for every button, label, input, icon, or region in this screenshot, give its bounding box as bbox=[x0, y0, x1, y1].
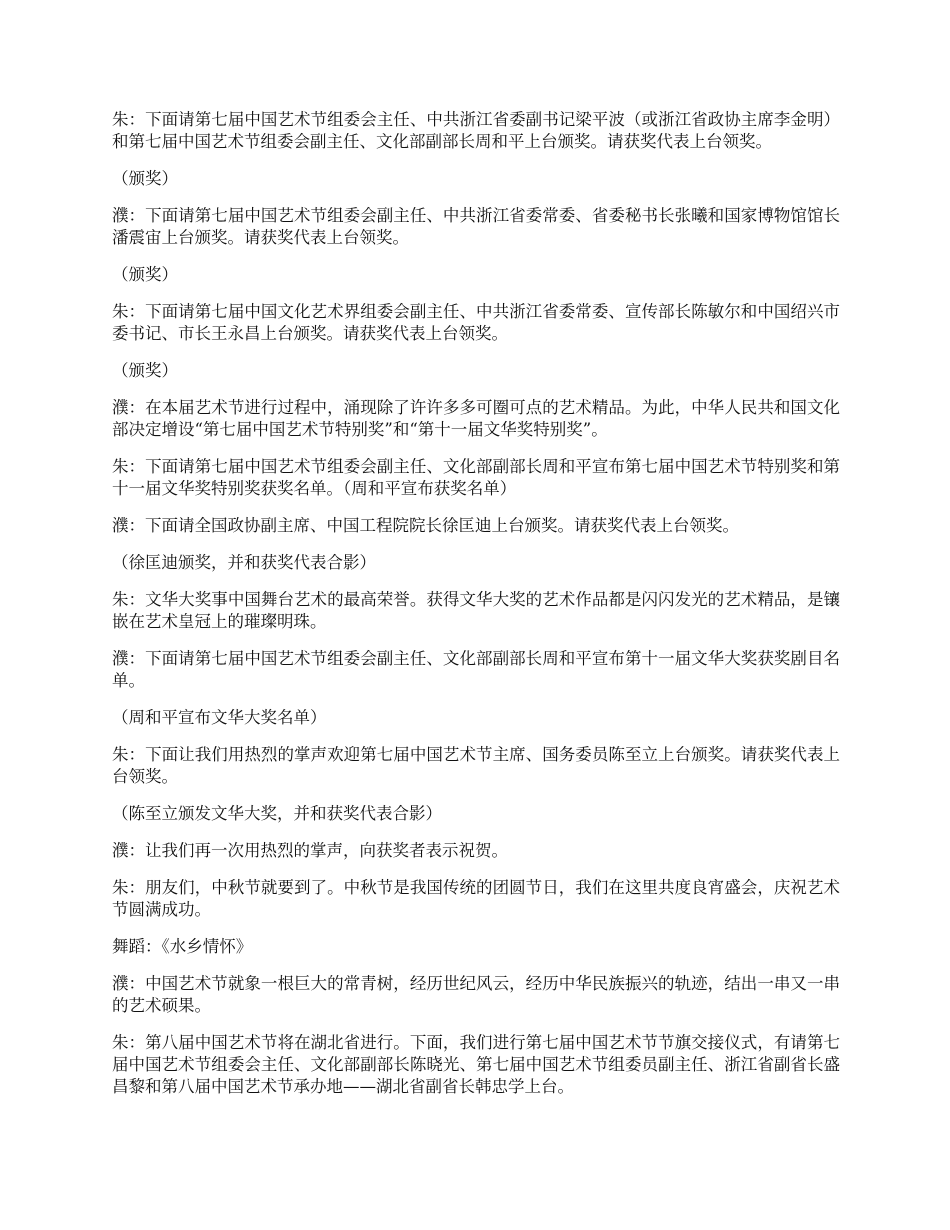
paragraph: （颁奖） bbox=[112, 169, 178, 188]
paragraph: （周和平宣布文华大奖名单） bbox=[112, 708, 327, 727]
paragraph: 舞蹈：《水乡情怀》 bbox=[112, 937, 253, 956]
paragraph: 濮：中国艺术节就象一根巨大的常青树，经历世纪风云，经历中华民族振兴的轨迹，结出一串又一串的艺术硕果。 bbox=[112, 974, 840, 1015]
paragraph: 濮：下面请全国政协副主席、中国工程院院长徐匡迪上台颁奖。请获奖代表上台领奖。 bbox=[112, 516, 739, 535]
paragraph: 朱：下面让我们用热烈的掌声欢迎第七届中国艺术节主席、国务委员陈至立上台颁奖。请获奖代表上台领奖。 bbox=[112, 745, 840, 786]
paragraph: 朱：下面请第七届中国文化艺术界组委会副主任、中共浙江省委常委、宣传部长陈敏尔和中国绍兴市委书记、市长王永昌上台颁奖。请获奖代表上台领奖。 bbox=[112, 302, 840, 343]
paragraph: 朱：第八届中国艺术节将在湖北省进行。下面，我们进行第七届中国艺术节节旗交接仪式，有请第七届中国艺术节组委会主任、文化部副部长陈晓光、第七届中国艺术节组委员副主任、浙江省副省长盛昌黎和第八届中国艺术节承办地——湖北省副省长韩忠学上台。 bbox=[112, 1033, 840, 1096]
paragraph: 朱：朋友们，中秋节就要到了。中秋节是我国传统的团圆节日，我们在这里共度良宵盛会，庆祝艺术节圆满成功。 bbox=[112, 878, 840, 919]
paragraph: （颁奖） bbox=[112, 361, 178, 380]
paragraph: （陈至立颁发文华大奖，并和获奖代表合影） bbox=[112, 804, 442, 823]
paragraph: 濮：下面请第七届中国艺术节组委会副主任、中共浙江省委常委、省委秘书长张曦和国家博物馆馆长潘震宙上台颁奖。请获奖代表上台领奖。 bbox=[112, 206, 840, 247]
paragraph: 濮：让我们再一次用热烈的掌声，向获奖者表示祝贺。 bbox=[112, 841, 508, 860]
paragraph: 朱：文华大奖事中国舞台艺术的最高荣誉。获得文华大奖的艺术作品都是闪闪发光的艺术精品，是镶嵌在艺术皇冠上的璀璨明珠。 bbox=[112, 590, 840, 631]
paragraph: 濮：下面请第七届中国艺术节组委会副主任、文化部副部长周和平宣布第十一届文华大奖获奖剧目名单。 bbox=[112, 649, 840, 690]
paragraph: 朱：下面请第七届中国艺术节组委会主任、中共浙江省委副书记梁平波（或浙江省政协主席李金明）和第七届中国艺术节组委会副主任、文化部副部长周和平上台颁奖。请获奖代表上台领奖。 bbox=[112, 110, 840, 151]
paragraph: 朱：下面请第七届中国艺术节组委会副主任、文化部副部长周和平宣布第七届中国艺术节特别奖和第十一届文华奖特别奖获奖名单。（周和平宣布获奖名单） bbox=[112, 457, 840, 498]
paragraph: 濮：在本届艺术节进行过程中，涌现除了许许多多可圈可点的艺术精品。为此，中华人民共和国文化部决定增设“第七届中国艺术节特别奖”和“第十一届文华奖特别奖”。 bbox=[112, 398, 840, 439]
paragraph: （颁奖） bbox=[112, 265, 178, 284]
document-body bbox=[112, 109, 840, 1113]
paragraph: （徐匡迪颁奖，并和获奖代表合影） bbox=[112, 553, 376, 572]
